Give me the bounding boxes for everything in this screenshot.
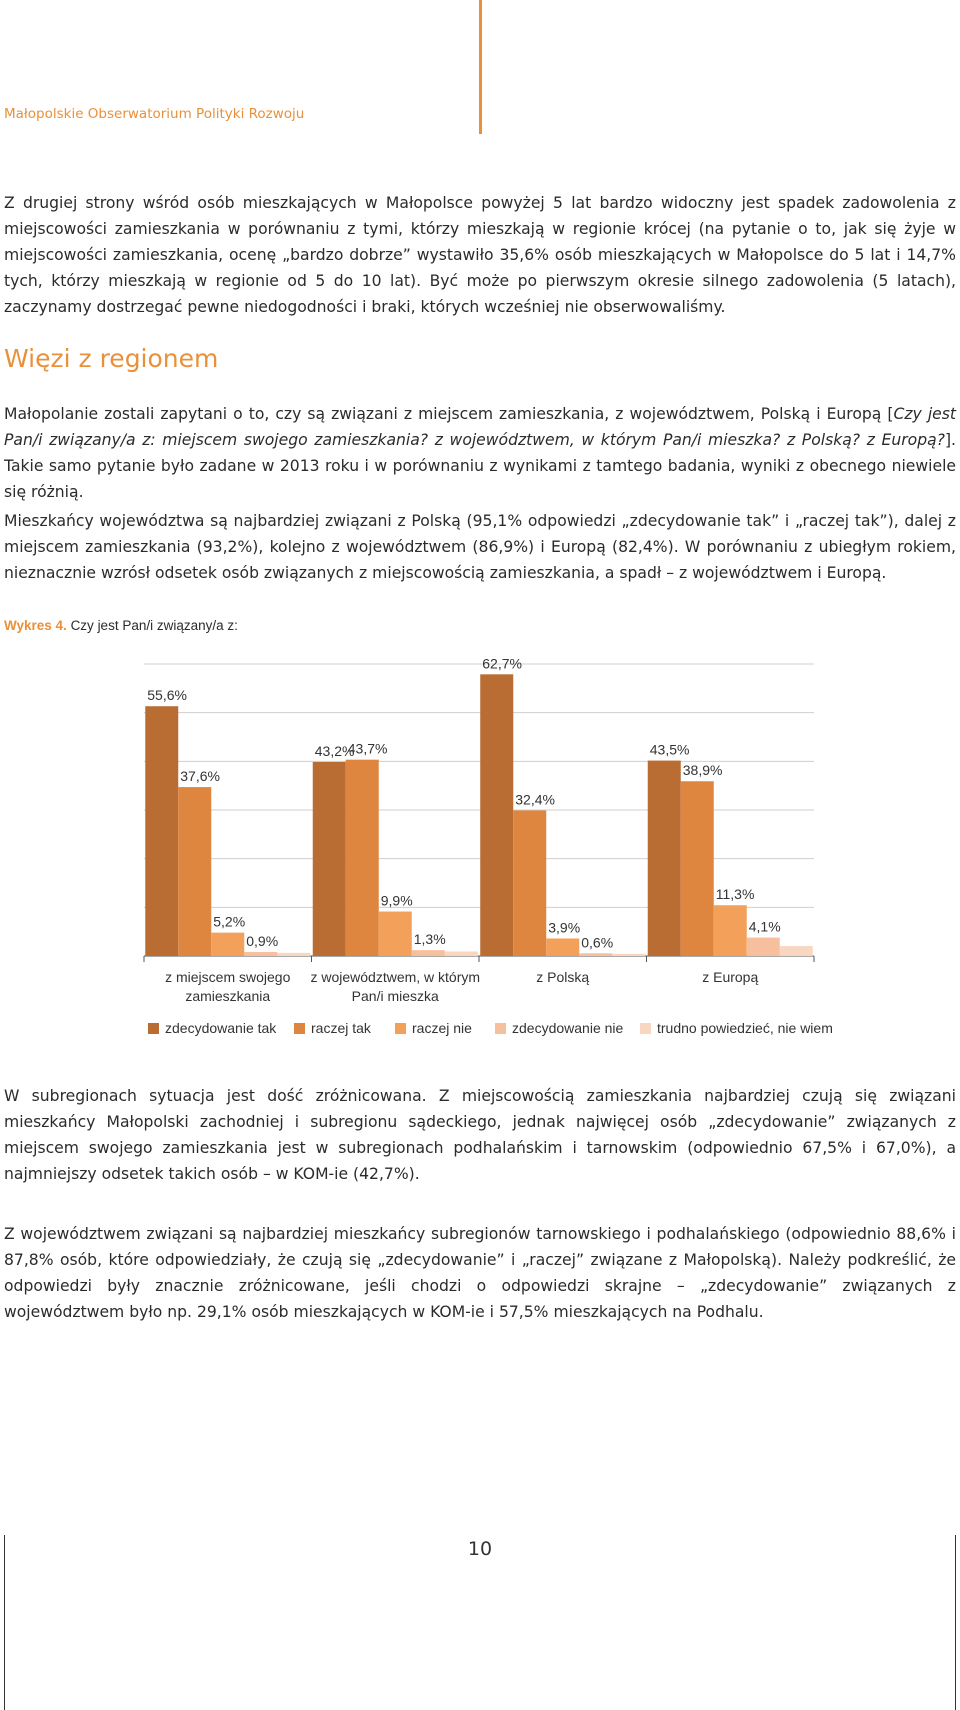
legend-swatch [395, 1023, 406, 1034]
footer-left-rule [4, 1535, 5, 1710]
chart-data-label: 32,4% [515, 791, 555, 808]
legend-label: raczej nie [412, 1020, 472, 1036]
legend-label: raczej tak [311, 1020, 371, 1036]
legend-label: zdecydowanie nie [512, 1020, 624, 1036]
chart-bar [211, 933, 244, 956]
paragraph-subregions: W subregionach sytuacja jest dość zróżnicowana. Z miejscowością zamieszkania najbardziej czują się związani mieszkańcy Małopolski zachodniej i subregionu sądeckiego, jednak najwięcej osób „zdecydowanie” związanych z miejscem swojego zamieszkania jest w subregionach podhalańskim i tarnowskim (odpowiednio 67,5% i 67,0%), a najmniejszy odsetek takich osób – w KOM-ie (42,7%). [4, 1087, 956, 1183]
chart-bar [244, 952, 277, 956]
chart-data-label: 9,9% [380, 892, 413, 909]
chart-bar [277, 953, 310, 956]
chart-bar [480, 674, 513, 956]
paragraph-question-end: ]. Takie samo pytanie było zadane w 2013 roku i w porównaniu z wynikami z tamtego badania, wyniki z obecnego niewiele się różnią. [4, 431, 956, 501]
chart-bar [714, 905, 747, 956]
legend-swatch [148, 1023, 159, 1034]
paragraph-question [4, 401, 956, 505]
paragraph-question-start: Małopolanie zostali zapytani o to, czy są związani z miejscem zamieszkania, z województwem, Polską i Europą [ [4, 405, 894, 423]
legend-label: trudno powiedzieć, nie wiem [657, 1020, 833, 1036]
chart-data-label: 43,7% [347, 740, 388, 757]
paragraph-question-italic: Czy jest Pan/i związany/a z: miejscem swojego zamieszkania? z województwem, w którym Pan/i mieszka? z Polską? z Europą? [4, 405, 956, 449]
chart-bar [681, 781, 714, 956]
chart-category-label: z województwem, w którym [310, 969, 481, 985]
page-number: 10 [467, 1538, 493, 1560]
chart-data-label: 0,9% [246, 932, 279, 949]
chart-bar [178, 787, 211, 956]
chart-data-label: 62,7% [482, 655, 522, 672]
header-divider-rule [479, 0, 482, 134]
chart-category-label: z Europą [702, 969, 759, 985]
chart-data-label: 43,2% [314, 742, 355, 759]
chart-data-label: 0,6% [581, 934, 614, 951]
chart-category-labels [165, 969, 758, 1004]
chart-data-label: 4,1% [748, 918, 781, 935]
legend-swatch [495, 1023, 506, 1034]
chart-legend [148, 1020, 833, 1036]
figure-label: Wykres 4. [4, 618, 67, 633]
legend-label: zdecydowanie tak [165, 1020, 277, 1036]
chart-bar [747, 938, 780, 956]
chart-bar [445, 952, 478, 956]
running-header: Małopolskie Obserwatorium Polityki Rozwoju [4, 106, 305, 122]
chart-bar [648, 761, 681, 956]
chart-bar [313, 762, 346, 956]
chart-bar [379, 912, 412, 956]
chart-bar [145, 706, 178, 956]
paragraph-voivodeship: Z województwem związani są najbardziej mieszkańcy subregionów tarnowskiego i podhalańskiego (odpowiednio 88,6% i 87,8% osób, które odpowiedziały, że czują się „zdecydowanie” i „raczej” związane z Małopolską). Należy podkreślić, że odpowiedzi były znacznie zróżnicowane, jeśli chodzi o odpowiedzi skrajne – „zdecydowanie” związanych z województwem było np. 29,1% osób mieszkających w KOM-ie i 57,5% mieszkających na Podhalu. [4, 1225, 956, 1321]
chart-bar [513, 810, 546, 956]
chart-category-label: Pan/i mieszka [351, 988, 439, 1004]
chart-category-label: z Polską [536, 969, 590, 985]
chart-category-label: zamieszkania [185, 988, 271, 1004]
chart-bar [579, 953, 612, 956]
chart-data-label: 5,2% [213, 913, 246, 930]
chart-data-label: 3,9% [548, 919, 581, 936]
chart-bar [780, 946, 813, 956]
section-title: Więzi z regionem [4, 344, 219, 373]
chart-bar [546, 938, 579, 956]
chart-data-label: 43,5% [649, 741, 690, 758]
footer-right-rule [955, 1535, 956, 1710]
chart-bar [346, 760, 379, 956]
figure-caption [4, 618, 238, 633]
chart-data-label: 38,9% [682, 762, 723, 779]
chart-bar [612, 954, 645, 956]
legend-swatch [294, 1023, 305, 1034]
bar-chart [0, 640, 960, 1050]
chart-data-label: 55,6% [147, 687, 187, 704]
chart-data-label: 11,3% [715, 886, 755, 903]
chart-data-label: 1,3% [413, 931, 446, 948]
chart-bar [412, 950, 445, 956]
legend-swatch [640, 1023, 651, 1034]
chart-bars [145, 674, 813, 956]
chart-data-label: 37,6% [180, 768, 220, 785]
figure-caption-text: Czy jest Pan/i związany/a z: [70, 618, 238, 633]
paragraph-attachment-results: Mieszkańcy województwa są najbardziej związani z Polską (95,1% odpowiedzi „zdecydowanie tak” i „raczej tak”), dalej z miejscem zamieszkania (93,2%), kolejno z województwem (86,9%) i Europą (82,4%). W porównaniu z ubiegłym rokiem, nieznacznie wzrósł odsetek osób związanych z miejscowością zamieszkania, a spadł – z województwem i Europą. [4, 512, 956, 582]
paragraph-satisfaction: Z drugiej strony wśród osób mieszkających w Małopolsce powyżej 5 lat bardzo widoczny jest spadek zadowolenia z miejscowości zamieszkania w porównaniu z tymi, którzy mieszkają w regionie krócej (na pytanie o to, jak się żyje w miejscowości zamieszkania, ocenę „bardzo dobrze” wystawiło 35,6% osób mieszkających w Małopolsce do 5 lat i 14,7% tych, którzy mieszkają w regionie od 5 do 10 lat). Być może po pierwszym okresie silnego zadowolenia (5 latach), zaczynamy dostrzegać pewne niedogodności i braki, których wcześniej nie obserwowaliśmy. [4, 194, 956, 316]
chart-category-label: z miejscem swojego [165, 969, 291, 985]
